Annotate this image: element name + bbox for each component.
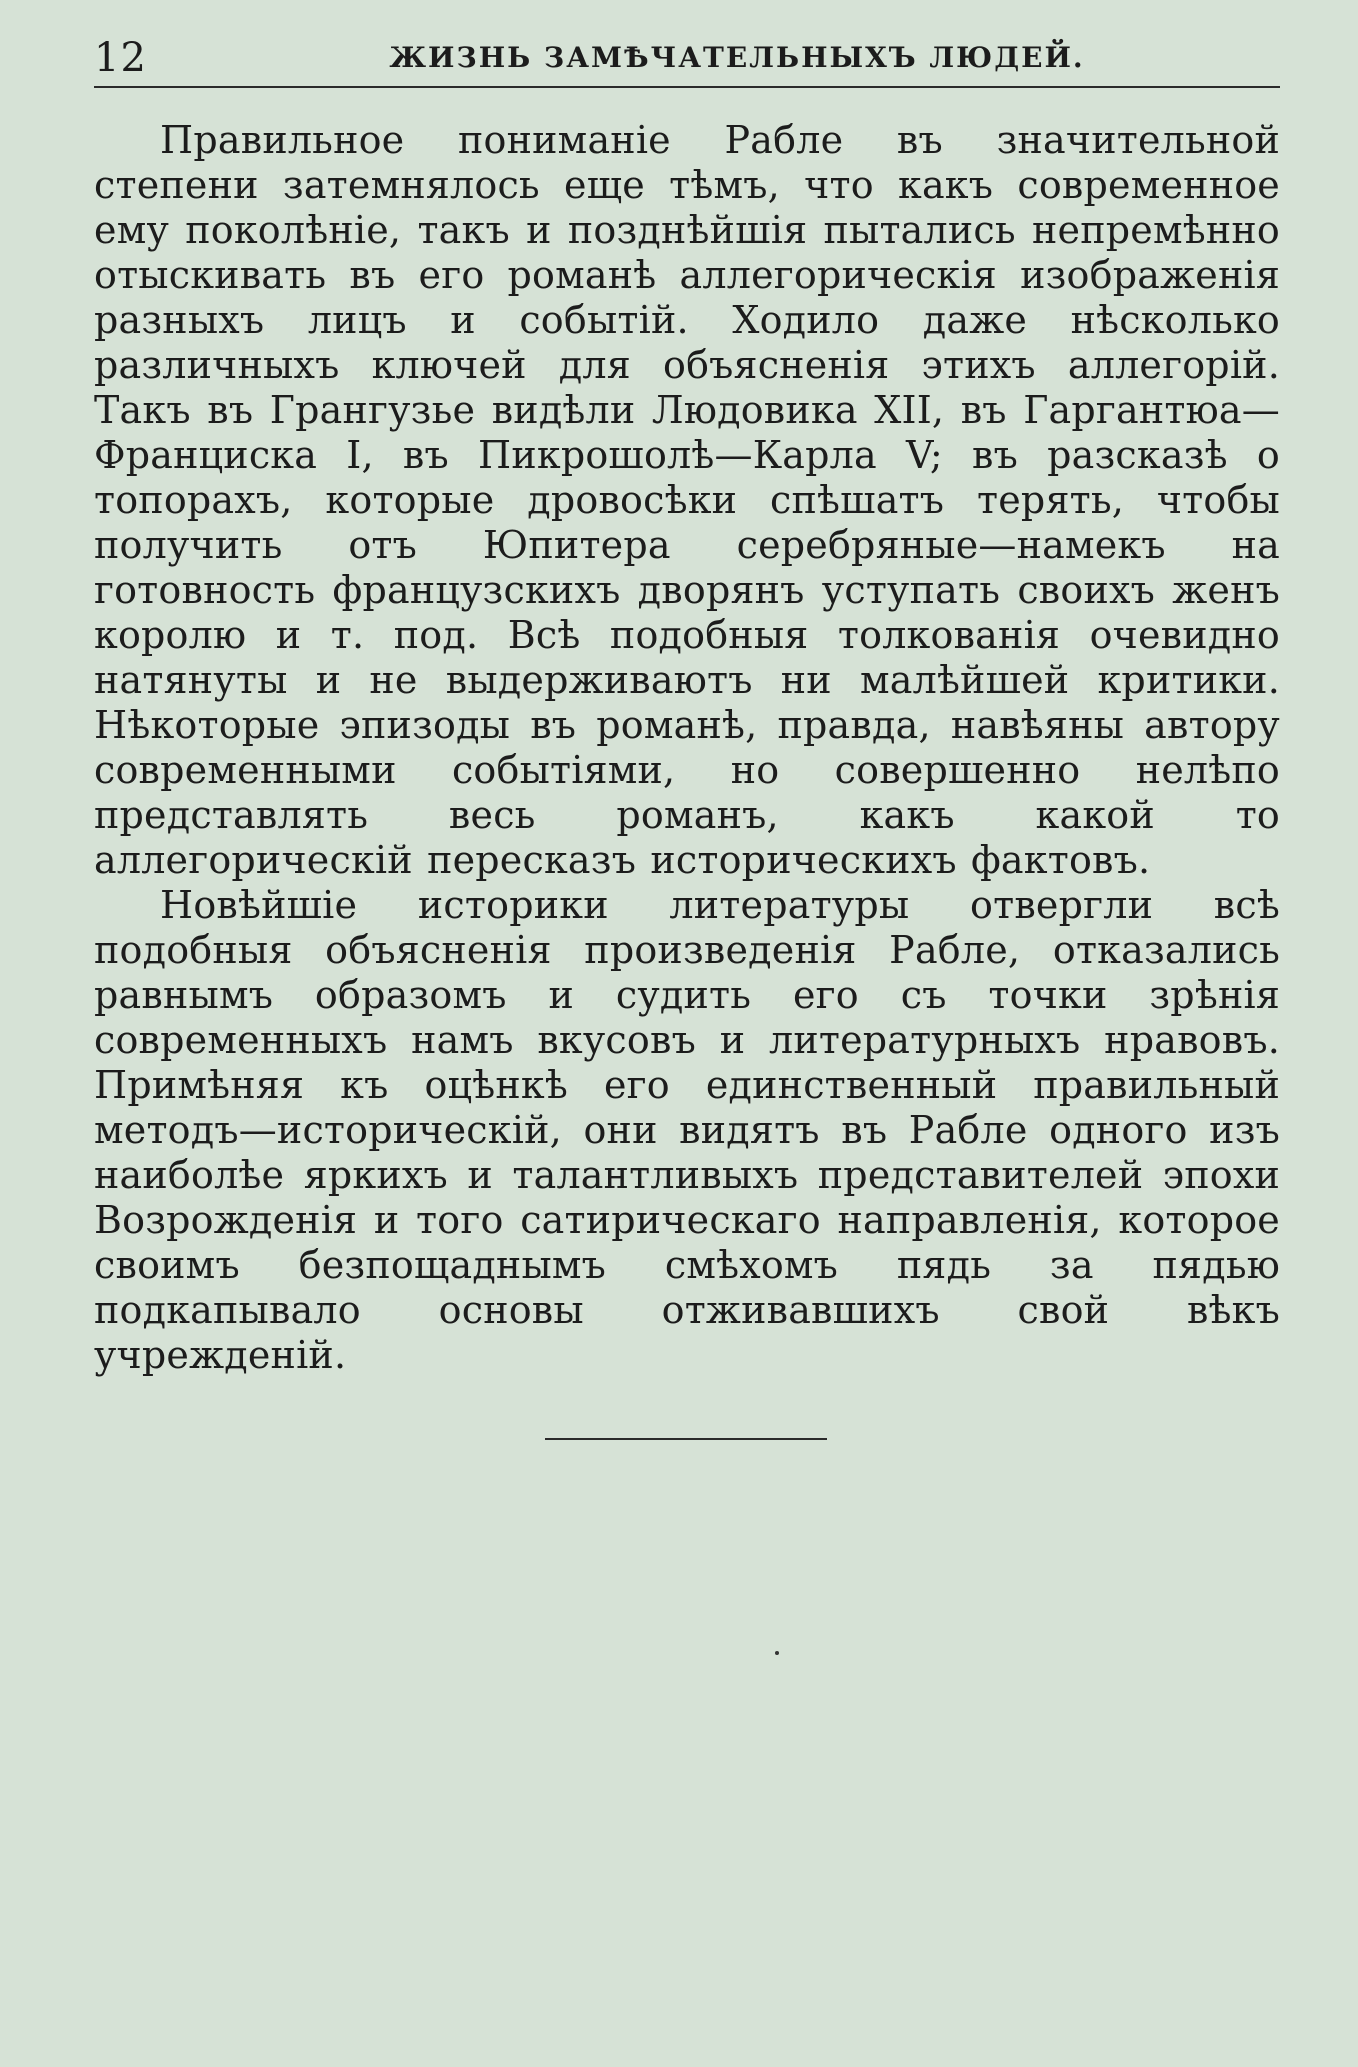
running-head [94,28,1280,88]
print-speck [775,1651,779,1655]
paragraph-1: Правильное пониманіе Рабле въ значительной степени затемнялось еще тѣмъ, что какъ современное ему поколѣніе, такъ и позднѣйшія пытались непремѣнно отыскивать въ его романѣ аллегорическія изображенія разныхъ лицъ и событій. Ходило даже нѣсколько различныхъ ключей для объясненія этихъ аллегорій. Такъ въ Грангузье видѣли Людовика XII, въ Гаргантюа—Франциска I, въ Пикрошолѣ—Карла V; въ разсказѣ о топорахъ, которые дровосѣки спѣшатъ терять, чтобы получить отъ Юпитера серебряные—намекъ на готовность французскихъ дворянъ уступать своихъ женъ королю и т. под. Всѣ подобныя толкованія очевидно натянуты и не выдерживаютъ ни малѣйшей критики. Нѣкоторые эпизоды въ романѣ, правда, навѣяны автору современными событіями, но совершенно нелѣпо представлять весь романъ, какъ какой то аллегорическій пересказъ историческихъ фактовъ. [94,118,1280,882]
section-end-rule [545,1438,827,1440]
page-number: 12 [94,35,147,81]
running-title: ЖИЗНЬ ЗАМѢЧАТЕЛЬНЫХЪ ЛЮДЕЙ. [389,41,1085,74]
paragraph-2: Новѣйшіе историки литературы отвергли всѣ подобныя объясненія произведенія Рабле, отказались равнымъ образомъ и судить его съ точки зрѣнія современныхъ намъ вкусовъ и литературныхъ нравовъ. Примѣняя къ оцѣнкѣ его единственный правильный методъ—историческій, они видятъ въ Рабле одного изъ наиболѣе яркихъ и талантливыхъ представителей эпохи Возрожденія и того сатирическаго направленія, которое своимъ безпощаднымъ смѣхомъ пядь за пядью подкапывало основы отживавшихъ свой вѣкъ учрежденій. [94,883,1280,1377]
body-text [94,118,1280,1378]
header-rule [94,86,1280,88]
